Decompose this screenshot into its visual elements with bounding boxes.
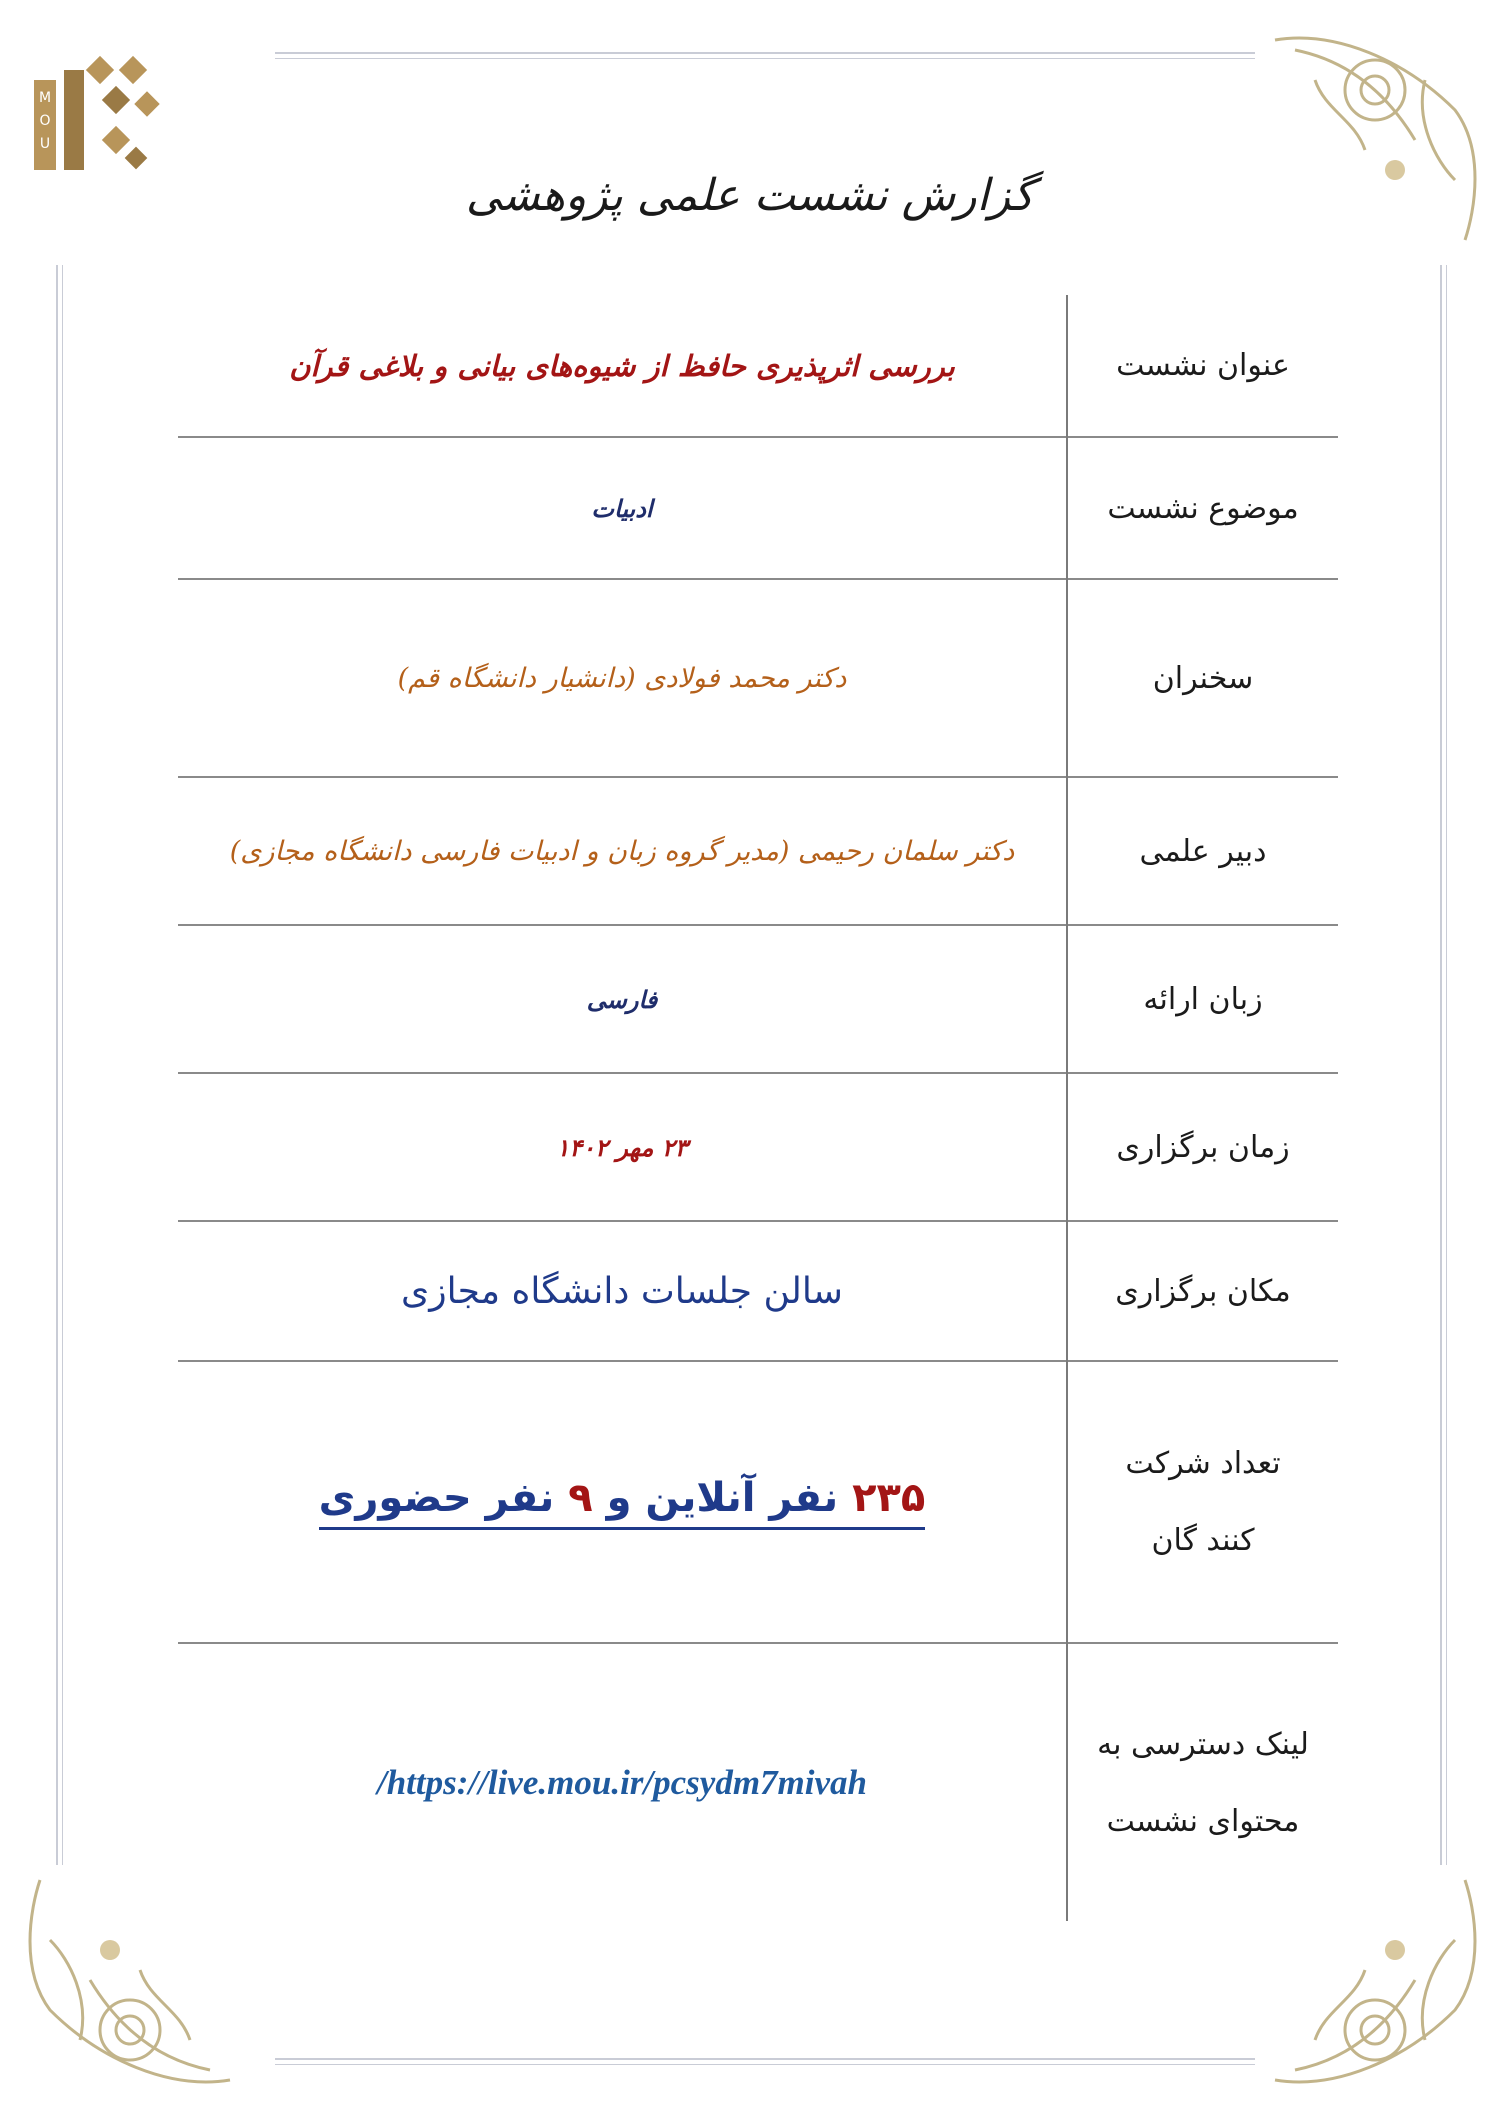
- university-logo: [28, 40, 168, 180]
- online-text: نفر آنلاین و: [606, 1474, 839, 1521]
- page-title: گزارش نشست علمی پژوهشی: [465, 170, 1035, 221]
- table-row: [178, 925, 1338, 1073]
- table-row: [178, 1221, 1338, 1361]
- online-count: ۲۳۵: [852, 1474, 926, 1521]
- frame-left-line: [56, 265, 58, 1865]
- frame-bottom-line-2: [275, 2064, 1255, 2065]
- frame-top-line-2: [275, 58, 1255, 59]
- inperson-count: ۹: [568, 1474, 593, 1521]
- speaker-value: دکتر محمد فولادی (دانشیار دانشگاه قم): [397, 662, 847, 694]
- access-link[interactable]: https://live.mou.ir/pcsydm7mivah/: [376, 1762, 867, 1802]
- presentation-language-value: فارسی: [586, 984, 658, 1014]
- label-participants-line2: کنند گان: [1151, 1523, 1255, 1558]
- venue-value: سالن جلسات دانشگاه مجازی: [401, 1270, 843, 1312]
- table-row: [178, 777, 1338, 925]
- label-access-link: [1067, 1643, 1338, 1921]
- label-access-link-line1: لینک دسترسی به: [1097, 1726, 1309, 1762]
- logo-text-u: U: [39, 136, 51, 152]
- session-title-value: بررسی اثرپذیری حافظ از شیوه‌های بیانی و بلاغی قرآن: [289, 348, 955, 383]
- logo-text-m: M: [38, 90, 52, 106]
- scientific-secretary-value: دکتر سلمان رحیمی (مدیر گروه زبان و ادبیات فارسی دانشگاه مجازی): [229, 835, 1015, 867]
- table-row: [178, 437, 1338, 579]
- label-participants: [1067, 1361, 1338, 1643]
- inperson-text: نفر حضوری: [318, 1474, 555, 1521]
- logo-text-o: O: [39, 113, 51, 129]
- label-session-subject: موضوع نشست: [1067, 437, 1338, 579]
- frame-right-line-2: [1446, 265, 1447, 1865]
- table-row: [178, 1361, 1338, 1643]
- table-row: [178, 579, 1338, 777]
- report-table: [178, 295, 1338, 1921]
- table-row: [178, 1643, 1338, 1921]
- label-presentation-language: زبان ارائه: [1067, 925, 1338, 1073]
- label-venue: مکان برگزاری: [1067, 1221, 1338, 1361]
- label-scientific-secretary: دبیر علمی: [1067, 777, 1338, 925]
- frame-top-line: [275, 52, 1255, 54]
- session-subject-value: ادبیات: [591, 493, 653, 523]
- frame-bottom-line: [275, 2058, 1255, 2060]
- date-value: ۲۳ مهر ۱۴۰۲: [556, 1132, 688, 1162]
- label-session-title: عنوان نشست: [1067, 295, 1338, 437]
- frame-right-line: [1440, 265, 1442, 1865]
- participants-value: [319, 1475, 926, 1530]
- label-participants-line1: تعداد شرکت: [1125, 1446, 1281, 1481]
- label-date: زمان برگزاری: [1067, 1073, 1338, 1221]
- label-speaker: سخنران: [1067, 579, 1338, 777]
- table-row: [178, 1073, 1338, 1221]
- table-row: [178, 295, 1338, 437]
- label-access-link-line2: محتوای نشست: [1106, 1803, 1300, 1839]
- frame-left-line-2: [62, 265, 63, 1865]
